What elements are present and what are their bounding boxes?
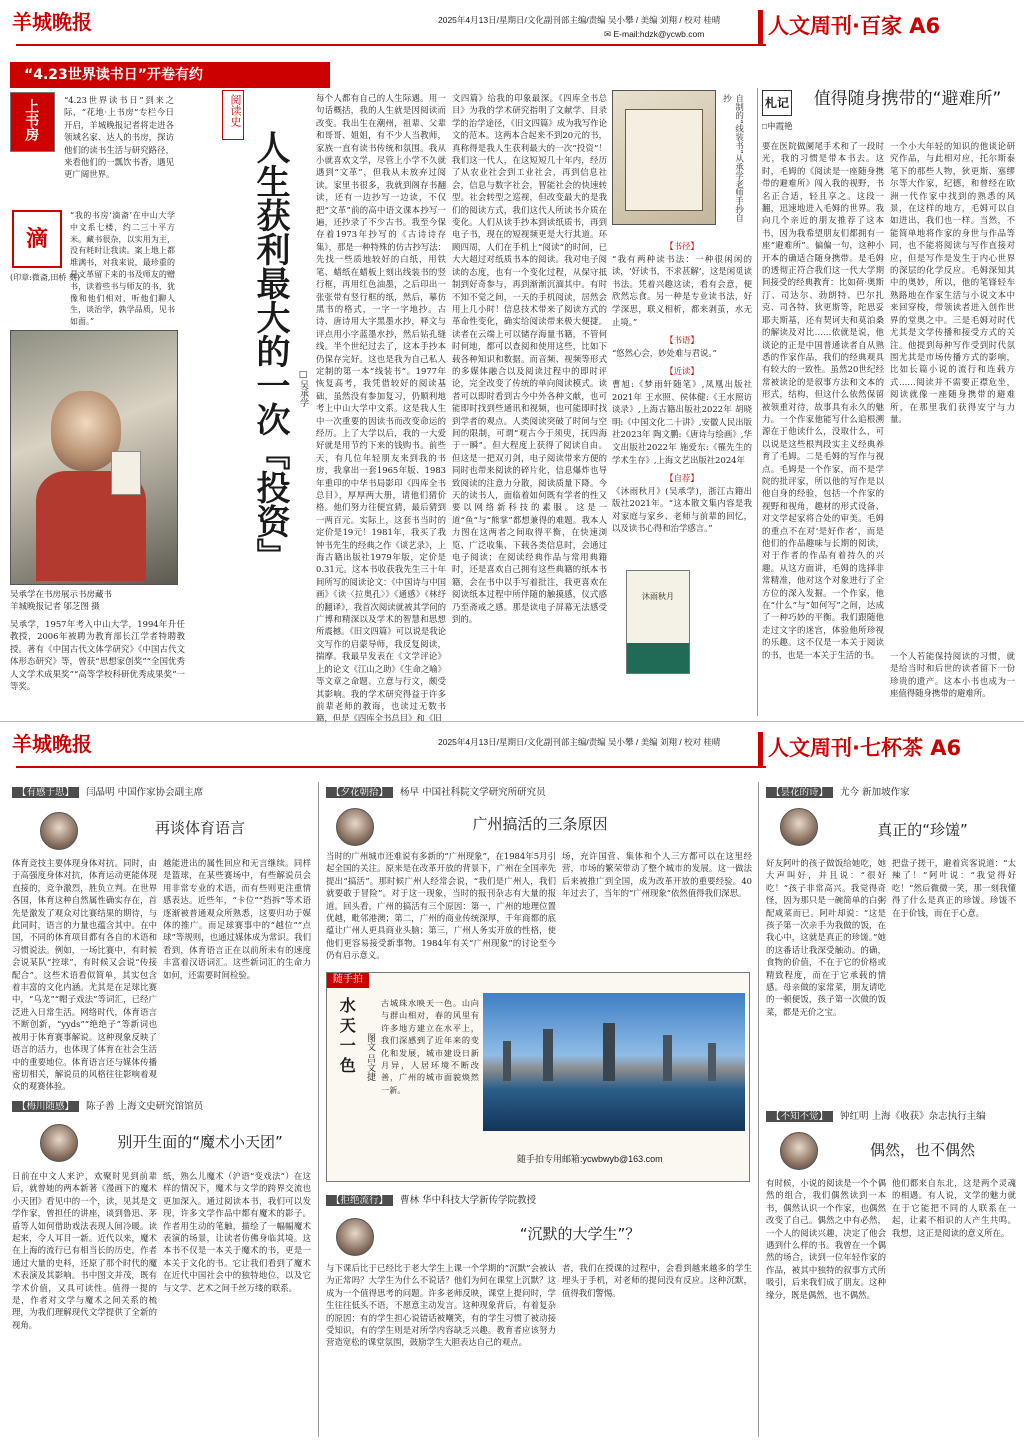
photo-caption-line2: 羊城晚报记者 邬芝图 摄: [10, 601, 100, 611]
book-photo-caption: 自制的“线装书”从承学老师手抄自抄: [721, 94, 744, 222]
shuge-heading: 【书径】: [665, 241, 699, 251]
author-bio: 吴承学，1957年考入中山大学，1994年升任教授，2006年被聘为教育部长江学者特聘教授。著有《中国古代文体学研究》《中国古代文体形态研究》等，曾获“思想家创奖”“全国优秀人文学术成果奖”“高等学校科研优秀成果奖”一等奖。: [10, 619, 185, 692]
a2-header: [12, 1098, 203, 1116]
a3-col-1: 当时的广州城市还难说有多新的“广州现象”，在1984年5月引起全国的关注。原来是在改革开放的背景下，广州在全国率先提出“搞活”。那时候广州人经常会说，“我们是广州人，我们就要敢于冒险”。对于这一现象，当时的报刊杂志有大量的报道。回头看，广州的搞活有三个原因：第一，广州的地理位置优越，毗邻港澳；第二，广州的商业传统深厚，千年商都的底蕴让广州人更具商业头脑；第三，广州人务实开放的性格，使他们更容易接受新事物。1984年有关“广州现象”的讨论至今仍有启示意义。: [326, 851, 556, 961]
article-author: □吴承学: [298, 370, 309, 407]
page-qibeicha: [0, 721, 1024, 1442]
seal-caption: (印章:微斋,田桥 刻): [10, 273, 81, 282]
article-col-1: 每个人都有自己的人生际遇。用一句话概括，我的人生就是因阅读而改变。我出生在潮州，祖辈、父辈和哥哥、姐姐，有不少人当教师，家族一直有读书传统和氛围。我从小就喜欢文学，尽管上小学不久就遇到“文革”，但我从未放弃过阅读。家里书很多，我就到阁存书翻读，还有一边抄写一边读，不仅把“文革”前的高中语文课本抄写一遍，还抄录了不少古书。我至今保存着1973年抄写的《古诗诗存集》，那是一种特殊的仿古抄写法：先找一些质地较好的白纸，用铁笔、蜡纸在蜡板上刻出线装书的竖行框，再用红色油墨，之后印出一张张带有竖行框的纸，然后，摹仿黑书的格式，一字一字地抄。古诗、唐诗用大字黑墨水抄，释文与评点用小字蓝墨水抄，然后钻孔缝线。半个世纪过去了，这本手抄本仍保存完好。这也是我为自己私人定制的第一本“线装书”。1977年恢复高考，我凭借较好的阅读基础，虽然没有参加复习，仍顺利地考上中山大学中文系。这是我人生中一次重要的因读书而改变命运的经历。上了大学以后，我的一大爱好就是用节约下来的钱购书。前些天，有几位年轻朋友来到我的书房，我拿出一套1965年版、1983年重印的中华书局影印《四库全书总目》，厚厚两大册，请他们猜价格。他们努力往便宜猜，最后猜到一两百元。实际上，这套书当时的定价是19元！1981年，我买了我钟书先生的经典之作《谈艺录》，上海古籍出版社1979年版，定价是0.31元。这本书收获我先生三十年间所写的阅读论文：《中国诗与中国画》《读〈拉奥孔〉》《通感》《林纾的翻译》，我首次阅读就被其学问的广博和精深以及学术的智慧和思想所震撼。《旧文四篇》可以说是我论文写作的启蒙导师，我反复阅读，揣摩。我最早发表在《文学评论》上的论文《江山之助》《生命之喻》等文章之命题、立意与行文，颇受其影响。我的学术研究得益于许多前辈老师的教诲，也读过无数书籍，但是《四库全书总目》和《旧: [316, 93, 446, 724]
a3-col-2: 场，充许国营、集体和个人三方都可以在这里经营，市场的繁荣带动了整个城市的发展。这一做法后来被推广到全国，成为改革开放的重要经验。40年过去了，当年的“广州现象”依然值得我们深思。: [562, 851, 752, 899]
jindu-list: 曹旭:《梦雨轩随笔》,凤凰出版社2021年 王水照、侯体健:《王水照访谈录》,上海古籍出版社2022年 胡晓明:《中国文化二十讲》,安徽人民出版社2023年 陶文鹏:《唐诗与绘画》,华文出版社2022年 施爱东:《罹先生的学术生存》,上海文艺出版社2024年: [612, 378, 752, 465]
a4-col-2: 者，我们在授课的过程中，会看到越来越多的学生埋头于手机，对老师的提问没有反应。这种沉默，值得我们警惕。: [562, 1263, 752, 1298]
a5-author: 尤今 新加坡作家: [840, 787, 910, 798]
jindu-heading: 【近读】: [665, 366, 699, 377]
a1-title: 再谈体育语言: [154, 819, 245, 837]
a4-header: [326, 1192, 536, 1210]
zhaji-tag: [762, 90, 792, 116]
a5-col-1: 好友阿叶的孩子做饭给她吃，她大声叫好，并且说：“很好吃！”孩子非常高兴。我觉得奇怪，因为那只是一碗简单的白粥配咸菜而已。阿叶却说：“这是孩子第一次亲手为我做的饭，在我心中，这就是真正的珍馐。”她的这番话让我深受触动。的确，食物的价值，不在于它的价格或精致程度，而在于它承载的情感。母亲做的家常菜，朋友请吃的一顿便饭，孩子第一次做的饭菜，都是无价之宝。: [766, 858, 886, 1017]
a4-author: 曹林 华中科技大学新传学院教授: [400, 1195, 537, 1206]
a3-header: [326, 784, 546, 802]
a2-col-1: 日前在中文人来沪，欢聚时见到前辈后，就曾她的两本新著《漫画下的魔术小天团》看见中的一个，读，见其是文学作家，曾担任的讲座，谈到鲁迅、茅盾等人如何借助戏法表现人间冷暖。读起来，令人耳目一新。近代以来，魔术在上海的流行已有相当长的历史，作者通过大量的史料，还原了那个时代的魔术表演及其影响。书中图文并茂，既有学术价值，又具可读性。值得一提的是，作者对文学与魔术之间关系的梳理，为我们理解现代文学提供了全新的视角。: [12, 1171, 157, 1330]
a6-col-1: 有时候，小说的阅读是一个个偶然的组合，我们偶然读到一本书，偶然认识一个作家，也偶然改变了自己。偶然之中有必然，一个人的阅读兴趣，决定了他会遇到什么样的书。我曾在一个偶然的场合，读到一位年轻作家的作品，被其中独特的叙事方式所吸引，后来我们成了朋友。这种缘分，既是偶然，也不偶然。: [766, 1178, 886, 1300]
right-col-1: 要在医院做阑尾手术和了一段时光，我的习惯是带本书去。这时，毛姆的《阅读是一座随身携带的避难所》闯入我的视野，书名正合适，轻且享之。这段一翻，迅速地进入毛姆的世界。我向几个亲近的朋友推荐了这本书，因为我希望朋友们都拥有一座“避难所”。偏偏一句，这种小开本的确适合随身携带。是毛姆的透彻正符合我们这一代大学期间接受的经典教育：比如荷·奥斯汀、司达尔、勃朗特、巴尔扎克、司各特、狄更斯等，陀思妥耶夫斯基，还有契诃夫和莫泊桑的解读及对比……依就是说，他谈论的正是中国普通读者自从熟悉的作家作品，我们的经典观具有较大的一致性。虽然20世纪经常被读论的是叙事方法和文本的形式，结构，但这什么依然保留被领重对待，故事具有永久的魅力。一个作家他能写什么追根溯源在于他读什么，没取什么，可以说是这些根判段实主义经典养育了毛姆。二是毛姆的写作与视点。毛姆是一个作家，而不是学院的批评家，所以他的写作是以他自身的经验，包括一个作家的视野和视角，趣材的形式设备、对文学起家将合处的审美。毛姆的重点不在对‘是好作者’，而是他们的作品趣味与长期的阅读，对于作者的作品有着持久的兴趣。从这方面讲，毛姆的选择非常精准，他对这个对象进行了全方位的深入发掘。一个作家，他在“什么”与“如何写”之间，达成了一种巧妙的平衡。我们跟随他走过文字的迷宫，体验他所珍视的乐趣。这不仅是一本关于阅读的书，也是一本关于生活的书。: [762, 141, 884, 660]
a3-title: 广州搞活的三条原因: [472, 815, 608, 833]
section-title: 人文周刊·百家 A6: [768, 6, 1024, 46]
a1-header: [12, 784, 203, 802]
photo-caption: [10, 588, 180, 614]
city-skyline-image: [483, 993, 745, 1131]
email-text[interactable]: E-mail:hdzk@ycwb.com: [613, 29, 705, 39]
photo-title: 水天一色: [337, 997, 357, 1077]
a2-col-2: 纸，熟么儿魔术（沪语“变戏法”）在这样的情况下，魔术与文学的跨界交流也更加深入。通过阅读本书，我们可以发现，许多文学作品中都有魔术的影子。作者用生动的笔触，描绘了一幅幅魔术表演的场景，让读者仿佛身临其境。这本书不仅是一本关于魔术的书，更是一本关于文化的书。它让我们看到了魔术在近代中国社会中的独特地位，以及它与文学、艺术之间千丝万缕的联系。: [163, 1171, 311, 1293]
shuyu-heading: 【书语】: [665, 335, 699, 346]
quote-text: “我的书房‘滴斋’在中山大学中文系七楼，约二三十平方米。藏书很杂，以实用为主，没有耗时让我读。案上地上都堆满书，对我来说，最珍重的是文革留下来的书及师友的赠书，读着些书与师友的书，犹像和他们相对，听他们聊人生，谈治学，孰学品质，见书如面。”: [70, 211, 175, 327]
email-address[interactable]: ✉ E-mail:hdzk@ycwb.com: [604, 29, 705, 39]
issue-meta: 2025年4月13日/星期日/文化副刊部主编/责编 吴小攀 / 美编 刘翔 / 校对 桂晴: [438, 15, 721, 25]
a1-avatar: [40, 812, 78, 850]
right-title: 值得随身携带的“避难所”: [813, 89, 1002, 109]
a4-title: “沉默的大学生”？: [519, 1225, 641, 1243]
banner: “4.23世界读书日”开卷有约: [10, 62, 330, 88]
seal: 滴: [12, 210, 62, 268]
photo-label: 随手拍: [327, 973, 369, 988]
a5-col-2: 把盘子搓干，避着宾客说道：“太辣了！”阿叶说：“我觉得好吃！”然后微微一笑，那一刻我懂得了什么是真正的珍馐。珍馐不在于价钱，而在于心意。: [892, 858, 1016, 918]
a4-tag: 【拒绝流行】: [326, 1195, 393, 1206]
header-rule: [16, 44, 766, 46]
photo-caption-line1: 吴承学在书房展示书房藏书: [10, 589, 113, 599]
a2-tag: 【梅川随感】: [12, 1101, 79, 1112]
a3-tag: 【夕花朝拾】: [326, 787, 393, 798]
a5-header: [766, 784, 910, 802]
a2-title: 别开生面的“魔术小天团”: [117, 1133, 283, 1151]
article-headline: 人生获利最大的一次『投资』: [250, 130, 290, 572]
zijian-heading: 【自荐】: [665, 473, 699, 484]
intro-text: “4.23世界读书日”到来之际，“花地·上书房”专栏今日开启，羊城晚报记者将走进各领域名家、达人的书房，探访他们的读书生活与研究路径，来看他们的一瓢饮书香，遇见更广阔世界。: [64, 95, 174, 180]
a3-author: 杨早 中国社科院文学研究所研究员: [400, 787, 546, 798]
shufang-label: 上书房: [23, 99, 40, 141]
right-ending: 一个人若能保持阅读的习惯，就是给当时和后世的读者留下一份珍贵的遗产。这本小书也成为一座值得随身携带的避难所。: [890, 651, 1015, 699]
a4-col-1: 与下课后比于已经比于老大学生上课一个学期的“沉默”会被认为正常吗？大学生为什么不说话？他们为何在课堂上沉默？这成为一个值得思考的问题。许多老师反映，课堂上提问时，学生往往低头不语，不愿意主动发言。这种现象背后，有着复杂的原因：有的学生担心说错话被嘲笑，有的学生习惯了被动接受知识，有的学生则是对所学内容缺乏兴趣。教育者应该努力营造宽松的课堂氛围，鼓励学生大胆表达自己的观点。: [326, 1263, 556, 1348]
photo-description: 古城珠水映天一色。山向与群山相对，春的风里有许多地方建立在水平上，我们深感到了近年来的变化和发展，城市建设日新月异，人居环境不断改善，广州的城市面貌焕然一新。: [381, 998, 479, 1095]
a6-header: [766, 1108, 986, 1126]
zijian-text: 《沐雨秋月》(吴承学)，浙江古籍出版社2021年。“这本散文集内容是我对家庭与家乡、老师与前辈的回忆，以及读书心得和治学感言。”: [612, 485, 752, 534]
yuedushi-label: 阅读史: [228, 94, 242, 127]
zhaji-label: 札记: [764, 96, 789, 110]
column-divider: [757, 88, 758, 716]
shuge-quote: “我有两种读书法：一种很闲闲的读，‘好读书，不求甚解’，这是闲觅读书法。凭着兴趣这读，看有会意，便欣然忘食。另一种是专业读书法，好学深思，联义相析，都来剥茧，水无止境。”: [612, 253, 752, 327]
masthead-2: [8, 728, 1016, 778]
a6-author: 钟红明 上海《收获》杂志执行主编: [840, 1111, 986, 1122]
right-col-2: 一个小大年轻的知识的他谈论研究作品，与此相对应，托尔斯泰笔下的那些人物，狄更斯、塞缪尔等大作家，纪德，和曾经在欧洲一代作家中找到的熟悉的风景，在这样的地方，毛姆可以自如进出，我们也一样。当然，不能简单地将作家的身世与作品等同，也不能将阅读与写作直接对应，但是写作是发生于内心世界的深层的化学反应。毛姆深知其中的奥妙，所以，他的笔锋轻车熟路地在作家生活与小说文本中来回穿梭，带领读者进入创作世界的堂奥之中。三是毛姆对时代尤其是文学传播和接受方式的关注。他提到每种写作受到时代氛围尤其是市场传播方式的影响，比如长篇小说的流行和连载方式……阅读并不需要正襟危坐，阅读就像一座随身携带的避难所，在那里我们获得安宁与力量。: [890, 141, 1015, 424]
a6-avatar: [780, 1132, 818, 1170]
portrait-photo: [10, 330, 178, 585]
book-cover: [626, 570, 690, 674]
a1-author: 闫晶明 中国作家协会副主席: [86, 787, 204, 798]
book-cover-title: 沐雨秋月: [642, 592, 674, 601]
article-col-2: 文四篇》给我的印象最深。《四库全书总目》为我的学术研究指明了文献学、目录学的治学途径，《旧文四篇》成为我写作论文的范本。这两本合起来不到20元的书，真称得是我人生获利最大的一次“投资”！我们这一代人，在这短短几十年内，经历了从农业社会到工业社会，再到信息社会，信息与数字社会，智能社会的快速转型。社会转型之巡视，但改变最大的是我们的阅读方式，我们这代人所读书介质在变化。人们从读手抄本到读纸质书，再到电子书，现在的短视频更是大行其道。环顾四周，人们在手机上“阅读”的时间，已大大超过对纸质书本的阅读。我对电子阅读的态度，也有一个变化过程，从保守抵制到好奇参与，再到渐渐沉湎其中。有时不知不觉之间，一天的手机阅读，居然会用上几小时！信息技术带来了阅读方式的革命性变化，确实给阅读带来极大便捷。读者在云端上可以储存海量书籍，不管何时何地，都可以查阅和使用这些，比如下载各种知识和数据。而音频、视频等形式的多媒体融合以及阅读过程中的即时评论，完全改变了传统的单向阅读模式。读者可以即时看到古今中外各种文献，也可能即时找到些通讯和视频，也可能即时找到学者的观点。人类阅读突破了时间与空间的限制，可谓“观古今于须臾，抚四海于一瞬”。但大程度上获得了阅读自由。但这是一把双刃剑，电子阅读带来方便的同时也带来阅读的碎片化，信息爆炸也导致阅读的注意力分散，阅读质量下降。今天的读书人，面临着如何既有学者的性又要以网络新科技的素服。这是一道“鱼”与“熊掌”都想兼得的难题。我本人力图在这两者之间取得平衡，在快速浏览、广泛收集、下载各类信息时，会通过电子阅读；在阅读经典作品与常用典籍时，还是喜欢自己拥有这些典籍的纸本书籍，会在书中以手写着批注，我更喜欢在阅读纸本过程中所伴随的触摸感，仪式感乃至斋戒之感。那是读电子屏幕无法感受到的。: [452, 93, 607, 625]
section-title-2: 人文周刊·七杯茶 A6: [768, 728, 1024, 768]
newspaper-logo-2: 羊城晚报: [12, 732, 92, 756]
a2-avatar: [40, 1124, 78, 1162]
handcopy-book-photo: [612, 90, 716, 225]
a6-title: 偶然，也不偶然: [869, 1141, 975, 1159]
a6-tag: 【不知不觉】: [766, 1111, 833, 1122]
photo-author: 图文 吕文捷: [365, 1033, 376, 1081]
a1-col-1: 体育竞技主要体现身体对抗。同时，由于高强度身体对抗，体育运动更能体现直接的，竞争激烈，胜负立判。在世界各国，体育这种自然属性确实存在，首先是激发了观众对比赛结果的期待，与此同时，语言的力量也蕴含其中。在中国，不同的体育项目都有各自的术语和习惯说法。例如，一场比赛中，有时候会说某队“控球”，有时候又会说“传接配合”。这些术语看似简单，其实包含着丰富的文化内涵。尤其是在足球比赛中，“乌龙”“帽子戏法”等词汇，已经广泛进入日常生活。网络时代，体育语言不断创新，“yyds”“绝绝子”等新词也被用于体育赛事解说。这种现象反映了语言的活力，也体现了体育在社会生活中的重要地位。体育语言还与媒体传播密切相关，解说员的风格往往影响着观众的观赛体验。: [12, 858, 157, 1092]
shufang-badge: [10, 92, 55, 152]
header-rule-2: [16, 766, 766, 768]
newspaper-logo: 羊城晚报: [12, 10, 92, 34]
a4-avatar: [336, 1218, 374, 1256]
issue-meta-2: 2025年4月13日/星期日/文化副刊部主编/责编 吴小攀 / 美编 刘翔 / 校对 桂晴: [438, 737, 721, 747]
right-author: □申霞艳: [762, 121, 793, 131]
yuedushi-tag: [222, 90, 244, 140]
divider-left: [318, 782, 319, 1437]
a1-col-2: 越能进出的属性回应和无言继续。同样是篮球，在某些赛场中，有些解说员会用非常专业的术语，而有些则更注重情感表达。近些年，“卡位”“挡拆”等术语逐渐被普通观众所熟悉，这要归功于媒体的推广。而足球赛事中的“越位”“点球”等规则，也通过媒体成为常识。我们看到，体育语言正在以前所未有的速度丰富着汉语词汇。这些新词汇的生命力如何，还需要时间检验。: [163, 858, 311, 980]
a1-tag: 【有感于思】: [12, 787, 79, 798]
a5-tag: 【昙花的诗】: [766, 787, 833, 798]
a5-title: 真正的“珍馐”: [877, 821, 968, 839]
a3-avatar: [336, 808, 374, 846]
a6-col-2: 他们都来自东北，这是两个灵魂的相遇。有人说，文学的魅力就在于它能把不同的人联系在一起，让素不相识的人产生共鸣。我想，这正是阅读的意义所在。: [892, 1178, 1016, 1238]
masthead: [8, 6, 1016, 56]
photo-feature: [326, 972, 750, 1182]
a2-author: 陈子善 上海文史研究馆馆员: [86, 1101, 204, 1112]
divider-right: [758, 782, 759, 1437]
a5-avatar: [780, 808, 818, 846]
shuyu-quote: “悠然心会，妙处难与君说。”: [612, 347, 717, 358]
photo-email[interactable]: 随手拍专用邮箱:ycwbwyb@163.com: [517, 1154, 663, 1164]
